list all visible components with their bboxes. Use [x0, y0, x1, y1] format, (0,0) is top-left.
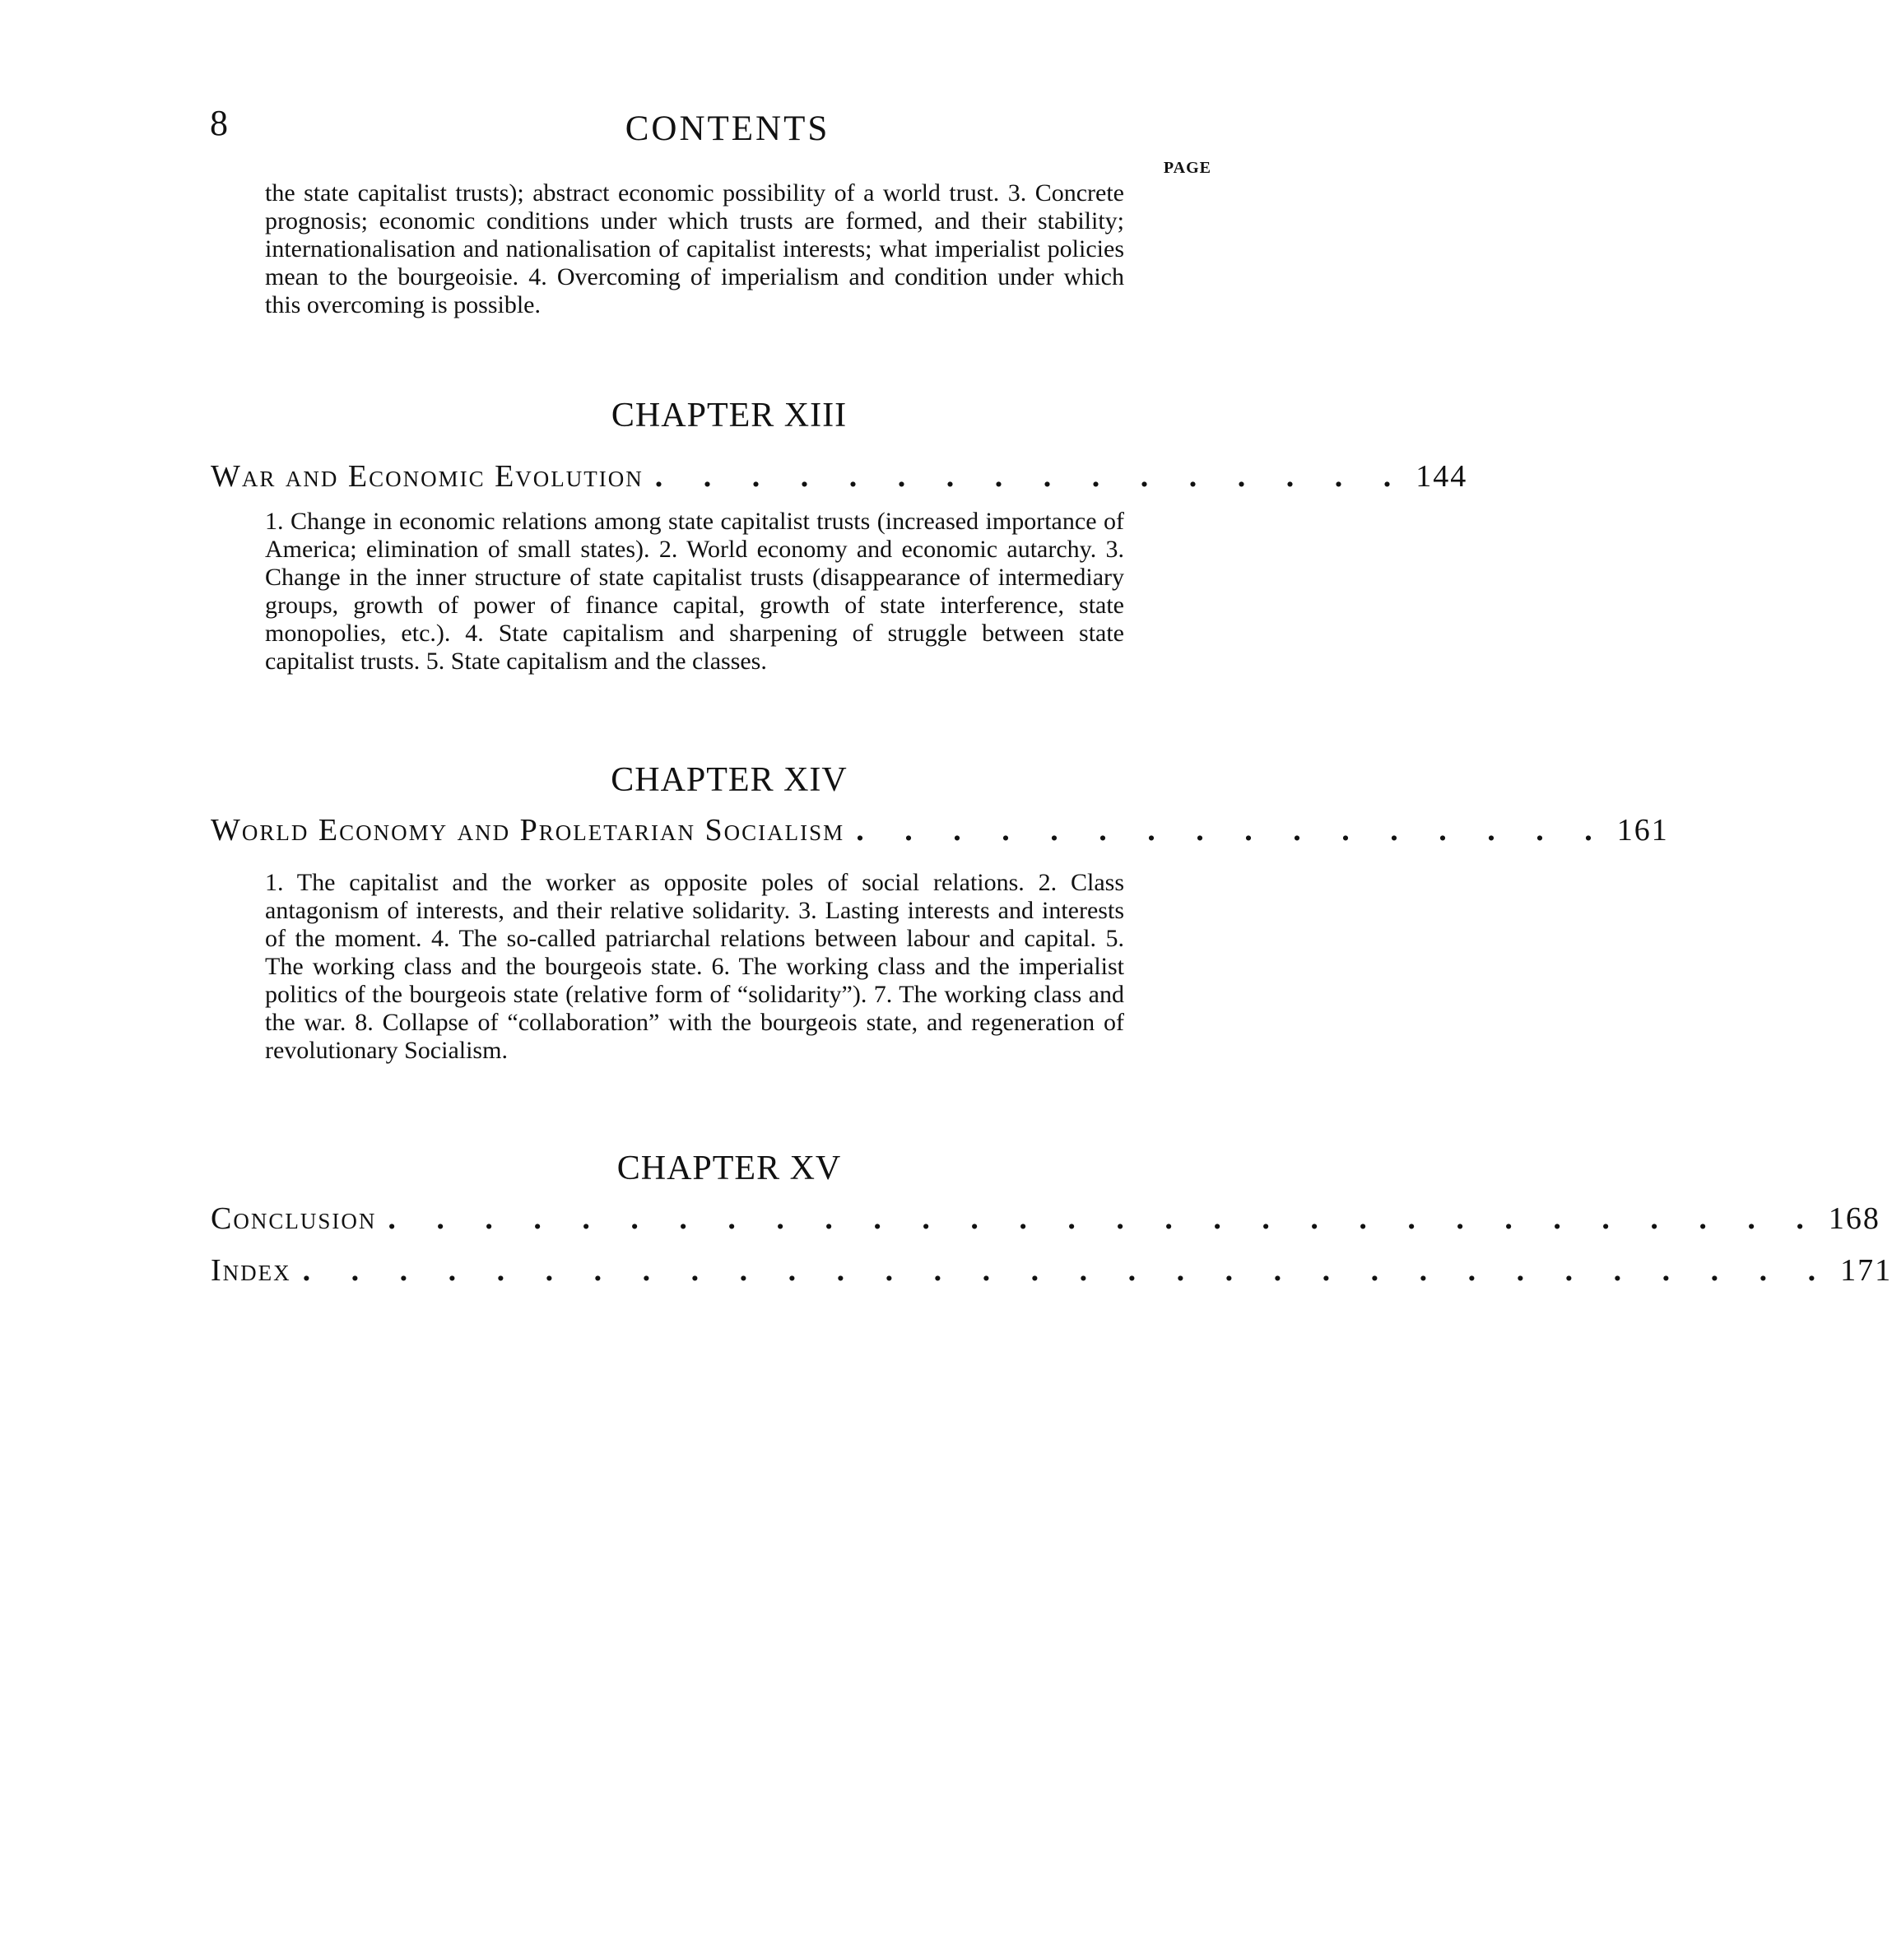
chapter-12-synopsis-continued: the state capitalist trusts); abstract economic possibility of a world trust. 3. Concrete prognosis; economic conditions under which trusts are formed, and their stability; internationalisation and nationalisation of capitalist interests; what imperialist policies mean to the bourgeoisie. 4. Overcoming of imperialism and condition under which this overcoming is possible. — [265, 179, 1124, 318]
chapter-14-heading: CHAPTER XIV — [611, 761, 848, 799]
dot-leader: . . . . . . . . . . . . . . . . . . . . . . . . . . . . . . . . — [302, 1253, 1833, 1288]
chapter-15-heading: CHAPTER XV — [616, 1150, 842, 1187]
chapter-13-synopsis: 1. Change in economic relations among state capitalist trusts (increased importance of America; elimination of small states). 2. World economy and economic autarchy. 3. Change in the inner structure of state capitalist trusts (disappearance of intermediary groups, growth of power of finance capital, growth of state interference, state monopolies, etc.). 4. State capitalism and sharpening of struggle between state capitalist trusts. 5. State capitalism and the classes. — [265, 508, 1124, 675]
toc-entry-chapter-14[interactable] — [211, 813, 1669, 848]
page-number: 8 — [210, 103, 228, 143]
toc-entry-index[interactable] — [211, 1253, 1892, 1288]
toc-page-number: 171 — [1840, 1253, 1892, 1288]
toc-entry-conclusion[interactable] — [211, 1201, 1880, 1236]
dot-leader: . . . . . . . . . . . . . . . . — [654, 459, 1408, 494]
dot-leader: . . . . . . . . . . . . . . . . — [856, 813, 1609, 848]
chapter-14-synopsis: 1. The capitalist and the worker as opposite poles of social relations. 2. Class antagonism of interests, and their relative solidarity. 3. Lasting interests and interests of the moment. 4. The so-called patriarchal relations between labour and capital. 5. The working class and the bourgeois state. 6. The working class and the imperialist politics of the bourgeois state (relative form of “solidarity”). 7. The working class and the war. 8. Collapse of “collaboration” with the bourgeois state, and regeneration of revolutionary Socialism. — [265, 869, 1124, 1064]
chapter-13-heading: CHAPTER XIII — [611, 397, 848, 434]
toc-entry-title: Index — [211, 1253, 291, 1288]
toc-page-number: 161 — [1616, 813, 1669, 848]
toc-page-number: 168 — [1828, 1201, 1880, 1236]
toc-page-number: 144 — [1416, 459, 1468, 494]
toc-entry-title: Conclusion — [211, 1201, 377, 1236]
toc-entry-title: War and Economic Evolution — [211, 459, 644, 494]
page-column-label: PAGE — [1163, 159, 1211, 177]
dot-leader: . . . . . . . . . . . . . . . . . . . . . . . . . . . . . . — [388, 1201, 1820, 1236]
toc-entry-chapter-13[interactable] — [211, 459, 1468, 494]
running-title: CONTENTS — [625, 109, 830, 148]
toc-entry-title: World Economy and Proletarian Socialism — [211, 813, 845, 848]
